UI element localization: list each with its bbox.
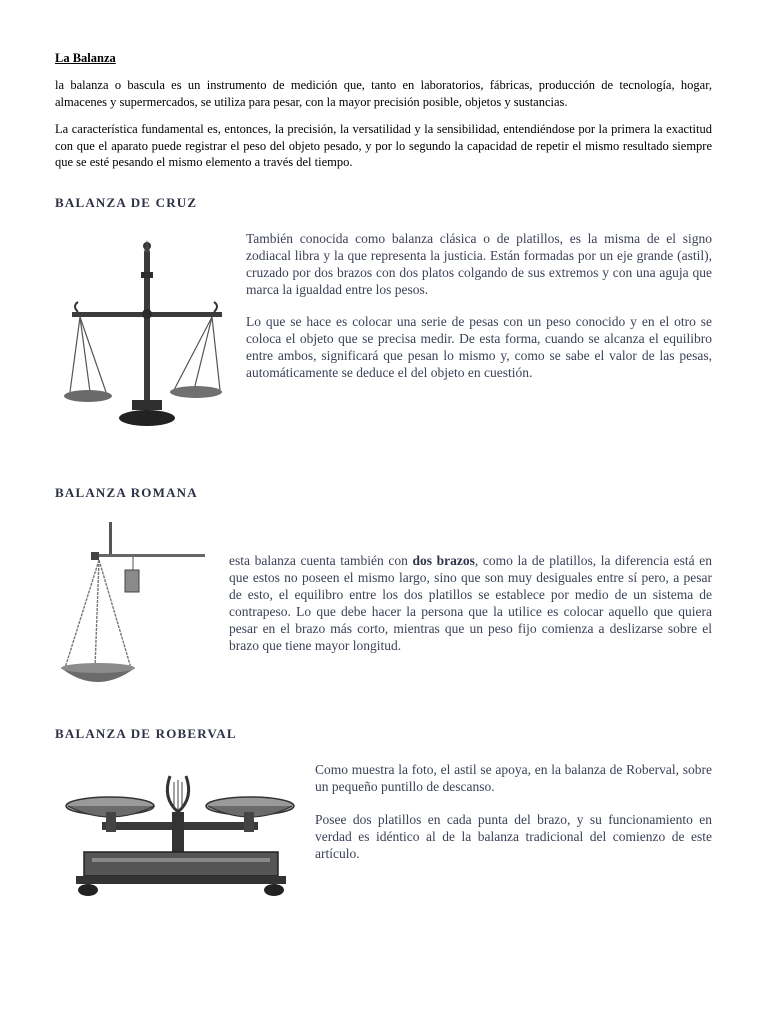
section-cruz-paragraph-2: Lo que se hace es colocar una serie de pesas con un peso conocido y en el otro se coloca el objeto que se precisa medir. De esta forma, cuando se alcanza el equilibro entre ambos, significará que pesan lo mismo y, como se sabe el valor de las pesas, automáticamente se deduce el del objeto en cuestión. xyxy=(246,314,712,380)
section-romana-paragraph xyxy=(229,552,712,654)
intro-paragraph-1: la balanza o bascula es un instrumento de medición que, tanto en laboratorios, fábricas, producción de tecnología, hogar, almacenes y supermercados, se utiliza para pesar, con la mayor precisión posible, objetos y sustancias. xyxy=(55,78,712,109)
steelyard-balance-image xyxy=(55,518,215,696)
document-title: La Balanza xyxy=(55,51,116,65)
section-heading-romana: BALANZA ROMANA xyxy=(55,485,198,500)
roberval-balance-image xyxy=(62,768,300,902)
section-heading-cruz: BALANZA DE CRUZ xyxy=(55,195,198,210)
romana-text-bold: dos brazos xyxy=(412,553,475,568)
section-roberval-paragraph-2: Posee dos platillos en cada punta del brazo, y su funcionamiento en verdad es idéntico al de la balanza tradicional del comienzo de este artículo. xyxy=(315,812,712,861)
romana-text-pre: esta balanza cuenta también con xyxy=(229,553,413,568)
section-cruz-paragraph-1: También conocida como balanza clásica o de platillos, es la misma de el signo zodiacal libra y la que representa la justicia. Están formadas por un eje grande (astil), cruzado por dos brazos con dos platos colgando de sus extremos y con una aguja que marca la igualdad entre los pesos. xyxy=(246,231,712,297)
intro-paragraph-2: La característica fundamental es, entonces, la precisión, la versatilidad y la sensibilidad, entendiéndose por la primera la exactitud con que el aparato puede registrar el peso del objeto pesado, y por lo segundo la capacidad de repetir el mismo resultado siempre que se esté pesando el mismo elemento a través del tiempo. xyxy=(55,122,712,170)
romana-text-post: , como la de platillos, la diferencia está en que estos no poseen el mismo largo, sino que son muy desiguales entre sí pero, a pesar de esto, el equilibro entre los dos platillos se establece por medio de un sistema de contrapeso. Lo que debe hacer la persona que la utilice es colocar aquello que quiera pesar en el brazo más corto, mientras que un peso fijo comienza a deslizarse sobre el brazo que tiene mayor longitud. xyxy=(229,553,712,653)
section-heading-roberval: BALANZA DE ROBERVAL xyxy=(55,726,237,741)
crossbeam-balance-image xyxy=(64,232,234,428)
section-roberval-paragraph-1: Como muestra la foto, el astil se apoya, en la balanza de Roberval, sobre un pequeño puntillo de descanso. xyxy=(315,762,712,794)
